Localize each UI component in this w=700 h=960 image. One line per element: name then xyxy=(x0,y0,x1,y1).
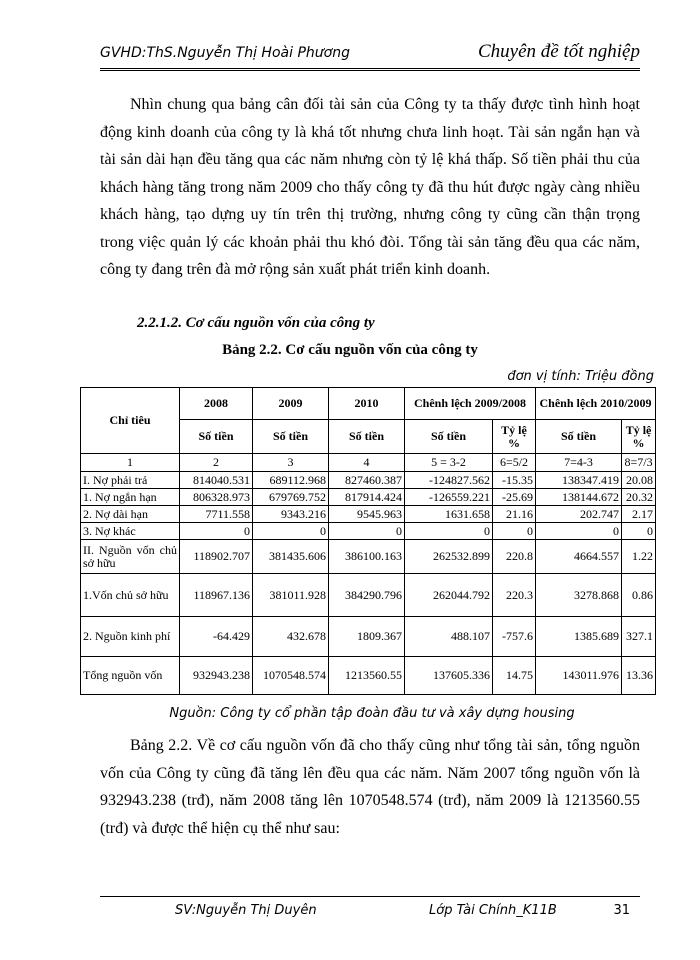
cell-diff2: 138347.419 xyxy=(536,472,622,489)
cell-2010: 0 xyxy=(329,523,405,540)
cell-pct1: 21.16 xyxy=(493,506,536,523)
row-label: II. Nguồn vốn chủ sở hữu xyxy=(81,540,180,574)
header-ty-le: Tỷ lệ % xyxy=(493,420,536,454)
cell-2009: 689112.968 xyxy=(253,472,329,489)
page-footer xyxy=(100,896,640,925)
cell-pct2: 2.17 xyxy=(622,506,656,523)
cell-diff2: 4664.557 xyxy=(536,540,622,574)
table-row xyxy=(81,540,656,574)
table-row xyxy=(81,506,656,523)
cell-2010: 384290.796 xyxy=(329,574,405,617)
table-row-total xyxy=(81,657,656,695)
index-cell: 8=7/3 xyxy=(622,454,656,472)
table-caption: Bảng 2.2. Cơ cấu nguồn vốn của công ty xyxy=(222,342,478,358)
cell-pct2: 1.22 xyxy=(622,540,656,574)
cell-2009: 381011.928 xyxy=(253,574,329,617)
index-cell: 4 xyxy=(329,454,405,472)
row-label: 1. Nợ ngắn hạn xyxy=(81,489,180,506)
cell-diff1: -124827.562 xyxy=(405,472,493,489)
index-cell: 3 xyxy=(253,454,329,472)
index-cell: 1 xyxy=(81,454,180,472)
cell-pct2: 20.32 xyxy=(622,489,656,506)
table-row xyxy=(81,523,656,540)
cell-2010: 827460.387 xyxy=(329,472,405,489)
cell-pct1: 220.8 xyxy=(493,540,536,574)
cell-pct1: -15.35 xyxy=(493,472,536,489)
header-so-tien: Số tiền xyxy=(180,420,253,454)
cell-2009: 679769.752 xyxy=(253,489,329,506)
cell-2008: -64.429 xyxy=(180,617,253,657)
cell-2008: 806328.973 xyxy=(180,489,253,506)
cell-pct1: -757.6 xyxy=(493,617,536,657)
cell-diff2: 143011.976 xyxy=(536,657,622,695)
row-label: I. Nợ phải trả xyxy=(81,472,180,489)
cell-pct2: 327.1 xyxy=(622,617,656,657)
header-so-tien: Số tiền xyxy=(329,420,405,454)
analysis-paragraph: Bảng 2.2. Về cơ cấu nguồn vốn đã cho thấy cũng như tổng tài sản, tổng nguồn vốn của Công ty cũng đã tăng lên đều qua các năm. Năm 2007 tổng nguồn vốn là 932943.238 (trđ), năm 2008 tăng lên 1070548.574 (trđ), năm 2009 là 1213560.55 (trđ) và được thể hiện cụ thể như sau: xyxy=(100,737,640,837)
cell-diff2: 202.747 xyxy=(536,506,622,523)
cell-2010: 1809.367 xyxy=(329,617,405,657)
table-row xyxy=(81,489,656,506)
cell-diff1: 262044.792 xyxy=(405,574,493,617)
row-label: 1.Vốn chủ sở hữu xyxy=(81,574,180,617)
header-so-tien: Số tiền xyxy=(536,420,622,454)
row-label: 2. Nợ dài hạn xyxy=(81,506,180,523)
cell-2008: 0 xyxy=(180,523,253,540)
header-2009: 2009 xyxy=(253,388,329,420)
cell-pct1: 220.3 xyxy=(493,574,536,617)
class-name: Lớp Tài Chính_K11B xyxy=(429,903,557,918)
header-2010: 2010 xyxy=(329,388,405,420)
cell-diff1: 262532.899 xyxy=(405,540,493,574)
cell-pct2: 20.08 xyxy=(622,472,656,489)
index-cell: 2 xyxy=(180,454,253,472)
cell-pct1: 0 xyxy=(493,523,536,540)
cell-diff1: 488.107 xyxy=(405,617,493,657)
cell-pct2: 0.86 xyxy=(622,574,656,617)
index-cell: 5 = 3-2 xyxy=(405,454,493,472)
row-label: 3. Nợ khác xyxy=(81,523,180,540)
cell-2009: 1070548.574 xyxy=(253,657,329,695)
table-source: Nguồn: Công ty cổ phần tập đoàn đầu tư và xây dựng housing xyxy=(169,706,575,721)
cell-diff2: 0 xyxy=(536,523,622,540)
cell-2009: 381435.606 xyxy=(253,540,329,574)
document-title: Chuyên đề tốt nghiệp xyxy=(478,41,640,62)
cell-pct2: 13.36 xyxy=(622,657,656,695)
header-change-2009-2008: Chênh lệch 2009/2008 xyxy=(405,388,536,420)
table-row xyxy=(81,574,656,617)
cell-2008: 814040.531 xyxy=(180,472,253,489)
cell-diff1: 0 xyxy=(405,523,493,540)
row-label: Tổng nguồn vốn xyxy=(81,657,180,695)
header-chi-tieu: Chỉ tiêu xyxy=(81,388,180,454)
row-label: 2. Nguồn kinh phí xyxy=(81,617,180,657)
cell-diff1: 137605.336 xyxy=(405,657,493,695)
cell-2010: 1213560.55 xyxy=(329,657,405,695)
cell-diff2: 138144.672 xyxy=(536,489,622,506)
cell-2009: 9343.216 xyxy=(253,506,329,523)
advisor-name: GVHD:ThS.Nguyễn Thị Hoài Phương xyxy=(100,45,350,61)
header-ty-le: Tỷ lệ % xyxy=(622,420,656,454)
index-cell: 7=4-3 xyxy=(536,454,622,472)
cell-pct2: 0 xyxy=(622,523,656,540)
index-cell: 6=5/2 xyxy=(493,454,536,472)
cell-2009: 0 xyxy=(253,523,329,540)
index-row xyxy=(81,454,656,472)
capital-structure-table xyxy=(80,387,656,695)
cell-diff1: -126559.221 xyxy=(405,489,493,506)
table-row xyxy=(81,472,656,489)
page-number: 31 xyxy=(613,903,630,918)
unit-note: đơn vị tính: Triệu đồng xyxy=(507,369,654,384)
cell-2010: 9545.963 xyxy=(329,506,405,523)
cell-2008: 932943.238 xyxy=(180,657,253,695)
cell-2008: 118967.136 xyxy=(180,574,253,617)
table-row xyxy=(81,617,656,657)
cell-2008: 7711.558 xyxy=(180,506,253,523)
student-name: SV:Nguyễn Thị Duyên xyxy=(175,903,317,918)
cell-diff1: 1631.658 xyxy=(405,506,493,523)
cell-2010: 386100.163 xyxy=(329,540,405,574)
intro-paragraph: Nhìn chung qua bảng cân đối tài sản của Công ty ta thấy được tình hình hoạt động kinh doanh của công ty là khá tốt nhưng chưa linh hoạt. Tài sản ngắn hạn và tài sản dài hạn đều tăng qua các năm nhưng còn tỷ lệ khá thấp. Số tiền phải thu của khách hàng tăng trong năm 2009 cho thấy công ty đã thu hút được ngày càng nhiều khách hàng, tạo dựng uy tín trên thị trường, nhưng công ty cũng cần thận trọng trong việc quản lý các khoản phải thu khó đòi. Tổng tài sản tăng đều qua các năm, công ty đang trên đà mở rộng sản xuất phát triển kinh doanh. xyxy=(100,96,640,278)
cell-pct1: -25.69 xyxy=(493,489,536,506)
cell-pct1: 14.75 xyxy=(493,657,536,695)
cell-2010: 817914.424 xyxy=(329,489,405,506)
header-so-tien: Số tiền xyxy=(405,420,493,454)
cell-2008: 118902.707 xyxy=(180,540,253,574)
header-change-2010-2009: Chênh lệch 2010/2009 xyxy=(536,388,656,420)
page-header xyxy=(100,40,640,71)
cell-diff2: 3278.868 xyxy=(536,574,622,617)
section-heading: 2.2.1.2. Cơ cấu nguồn vốn của công ty xyxy=(137,315,375,331)
cell-2009: 432.678 xyxy=(253,617,329,657)
header-2008: 2008 xyxy=(180,388,253,420)
cell-diff2: 1385.689 xyxy=(536,617,622,657)
header-so-tien: Số tiền xyxy=(253,420,329,454)
